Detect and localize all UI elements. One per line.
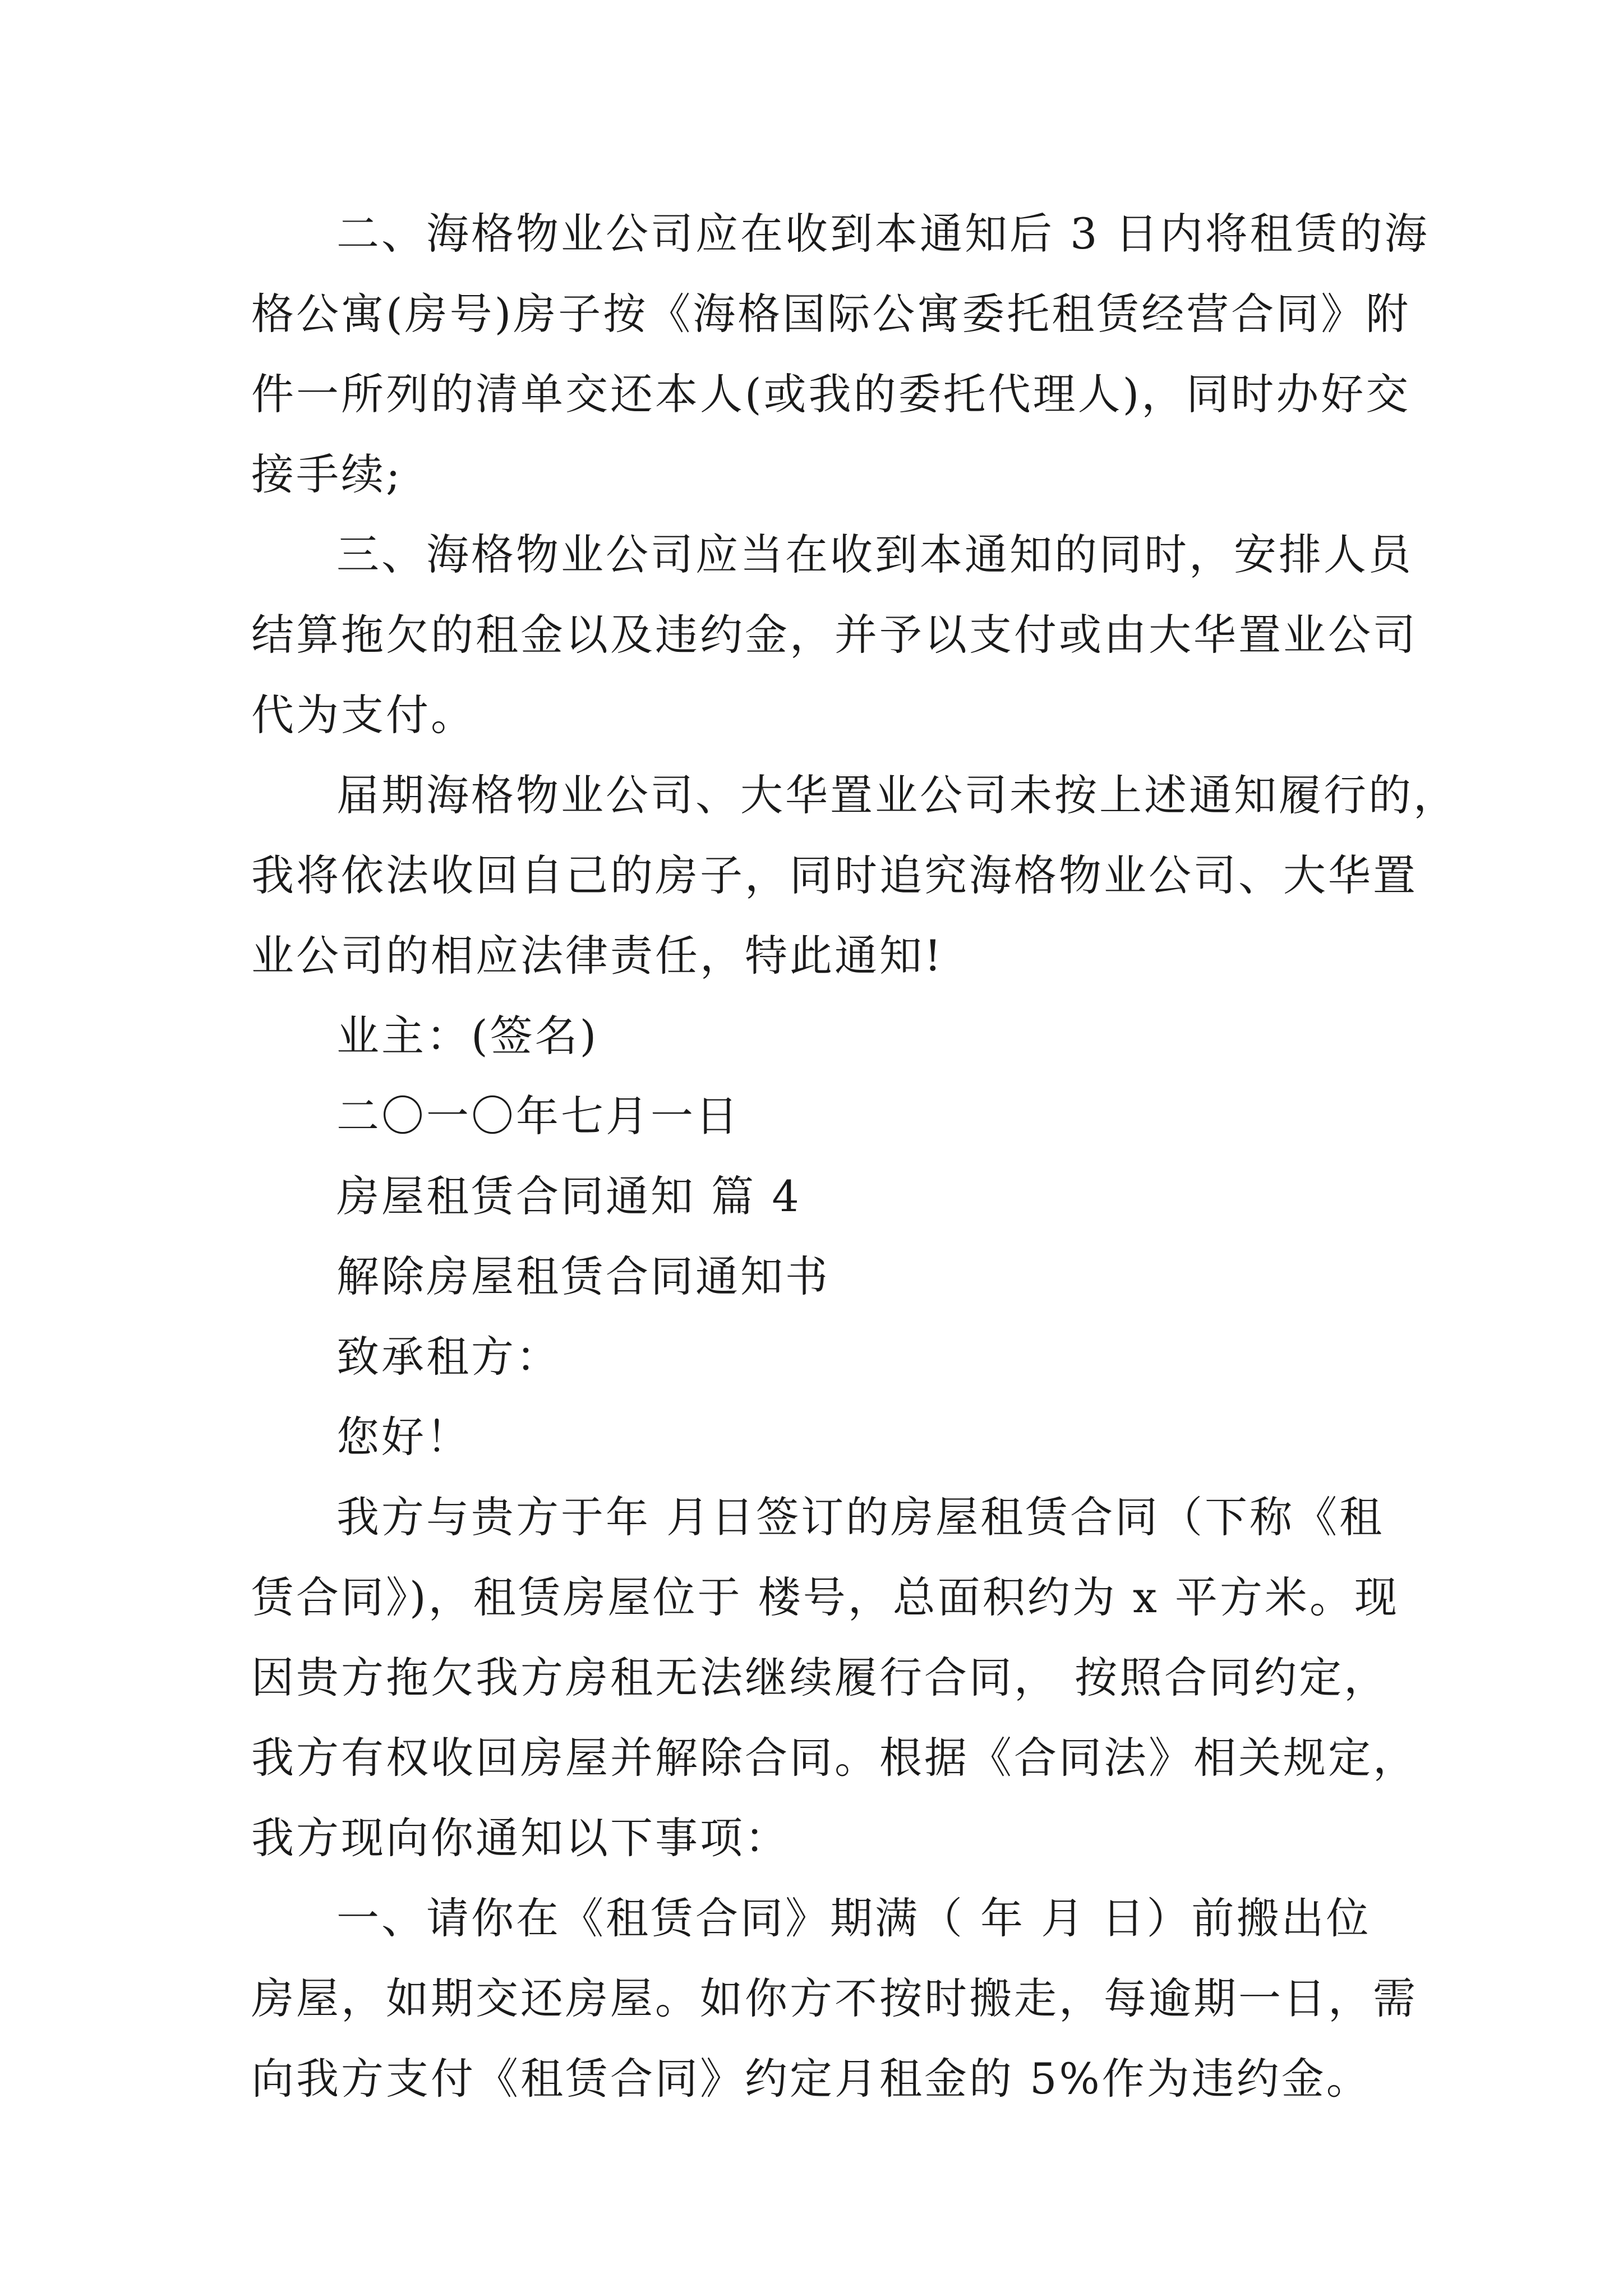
text-line: 赁合同》)，租赁房屋位于 楼号，总面积约为 x 平方米。现 — [251, 1572, 1399, 1622]
text-line: 接手续; — [251, 449, 403, 499]
text-line: 我方有权收回房屋并解除合同。根据《合同法》相关规定， — [251, 1733, 1418, 1783]
notice-title: 解除房屋租赁合同通知书 — [336, 1251, 830, 1301]
text-line: 届期海格物业公司、大华置业公司未按上述通知履行的， — [336, 770, 1458, 820]
text-line: 二、海格物业公司应在收到本通知后 3 日内将租赁的海 — [336, 209, 1430, 259]
text-line: 向我方支付《租赁合同》约定月租金的 5%作为违约金。 — [251, 2054, 1371, 2104]
text-line: 业公司的相应法律责任，特此通知! — [251, 931, 944, 981]
text-line: 三、海格物业公司应当在收到本通知的同时，安排人员 — [336, 530, 1413, 579]
text-line: 一、请你在《租赁合同》期满（ 年 月 日）前搬出位 — [336, 1893, 1371, 1943]
text-line: 代为支付。 — [251, 690, 476, 740]
document-body — [251, 194, 1458, 2119]
text-line: 格公寓(房号)房子按《海格国际公寓委托租赁经营合同》附 — [251, 289, 1411, 339]
date-line: 二〇一〇年七月一日 — [336, 1091, 740, 1141]
salutation: 致承租方： — [336, 1332, 561, 1382]
section-heading: 房屋租赁合同通知 篇 4 — [336, 1171, 801, 1221]
text-line: 我方现向你通知以下事项： — [251, 1813, 790, 1863]
greeting: 您好！ — [336, 1412, 471, 1462]
text-line: 我方与贵方于年 月日签订的房屋租赁合同（下称《租 — [336, 1492, 1385, 1542]
signature-line: 业主：(签名) — [336, 1011, 599, 1061]
text-line: 因贵方拖欠我方房租无法继续履行合同， 按照合同约定， — [251, 1653, 1389, 1703]
text-line: 结算拖欠的租金以及违约金，并予以支付或由大华置业公司 — [251, 610, 1418, 660]
text-line: 我将依法收回自己的房子，同时追究海格物业公司、大华置 — [251, 850, 1418, 900]
text-line: 房屋，如期交还房屋。如你方不按时搬走，每逾期一日，需 — [251, 1973, 1418, 2023]
text-line: 件一所列的清单交还本人(或我的委托代理人)，同时办好交 — [251, 369, 1411, 419]
